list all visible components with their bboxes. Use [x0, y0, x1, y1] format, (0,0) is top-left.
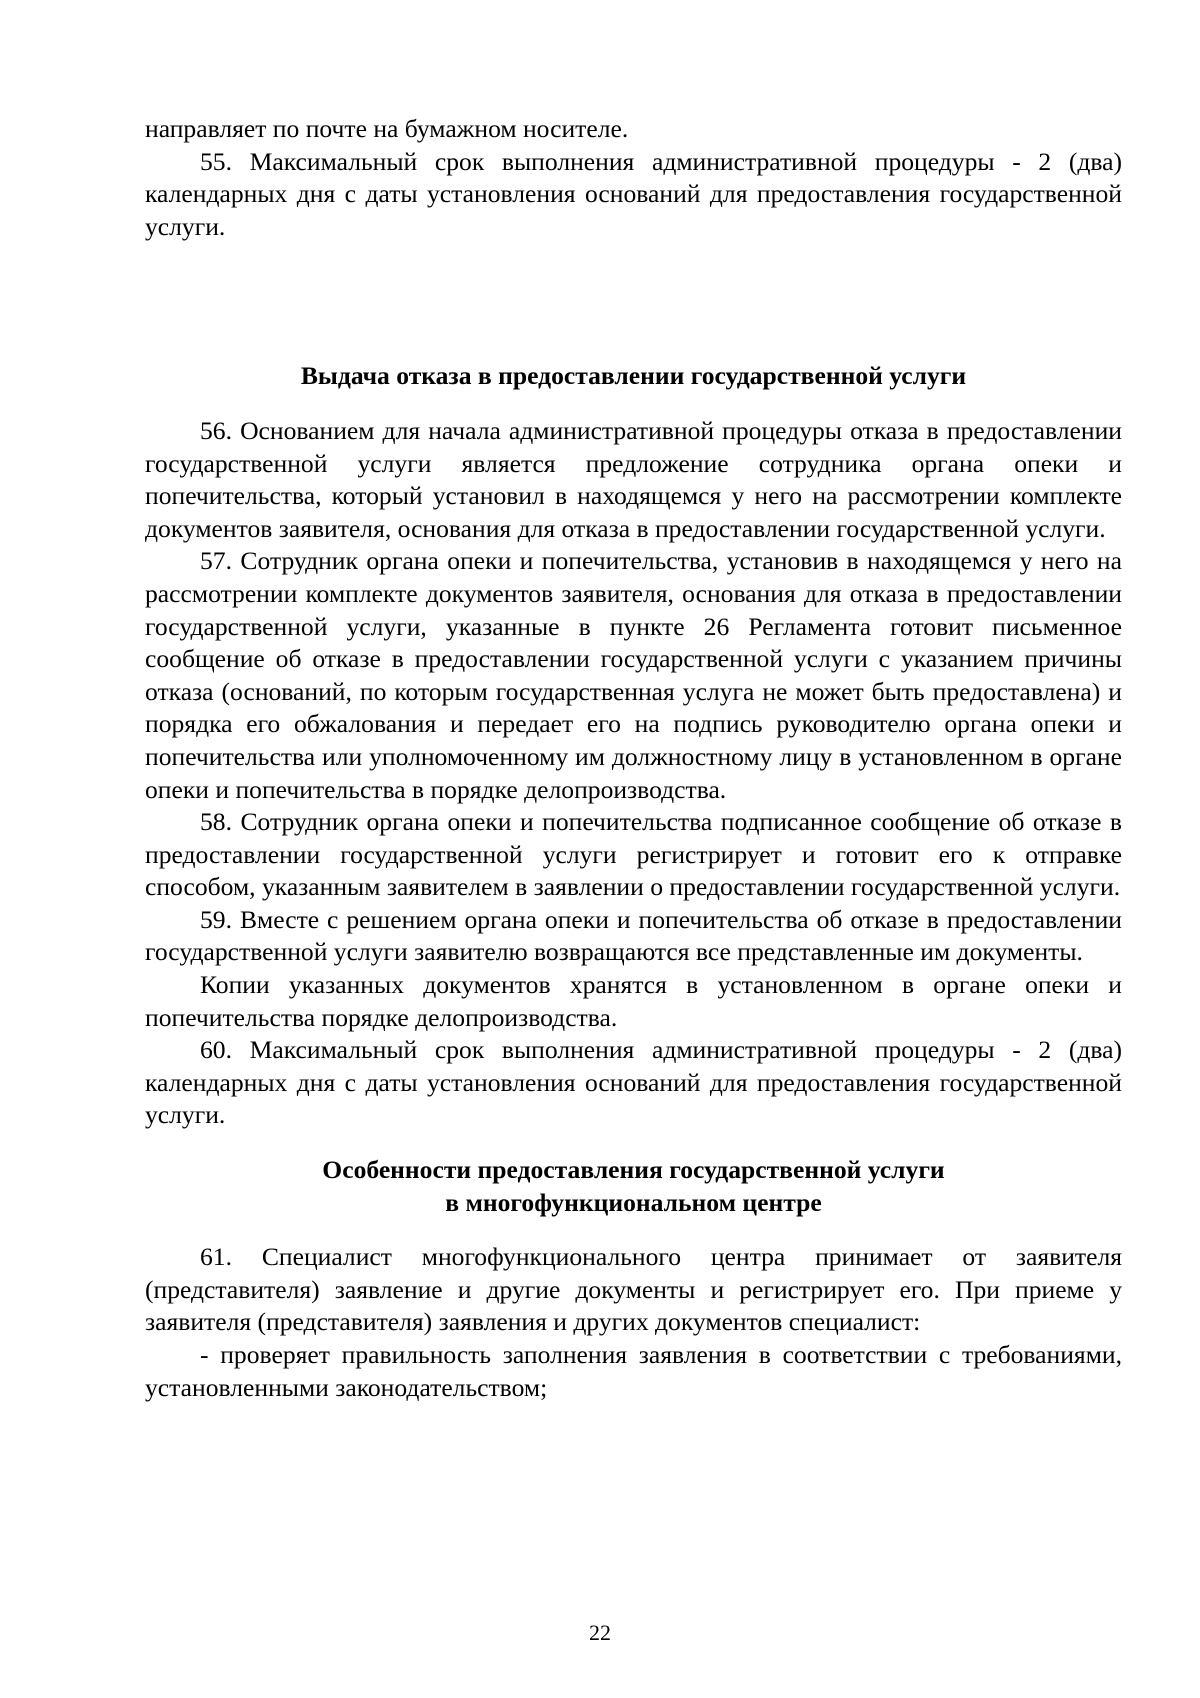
section-heading-refusal — [145, 360, 1122, 393]
paragraph-58: 58. Сотрудник органа опеки и попечительства подписанное сообщение об отказе в предоставлении государственной услуги регистрирует и готовит его к отправке способом, указанным заявителем в заявлении о предоставлении государственной услуги. — [145, 807, 1122, 902]
heading-line-2: в многофункциональном центре — [445, 1187, 822, 1217]
paragraph-continuation: направляет по почте на бумажном носителе. — [145, 114, 629, 143]
paragraph-copies: Копии указанных документов хранятся в установленном в органе опеки и попечительства порядке делопроизводства. — [145, 970, 1122, 1032]
list-item-check-application: - проверяет правильность заполнения заявления в соответствии с требованиями, установленными законодательством; — [145, 1340, 1122, 1402]
page-number: 22 — [589, 1620, 611, 1645]
heading-line-1: Особенности предоставления государственной услуги — [322, 1155, 945, 1185]
paragraph-59: 59. Вместе с решением органа опеки и попечительства об отказе в предоставлении государственной услуги заявителю возвращаются все представленные им документы. — [145, 904, 1122, 967]
paragraph-57: 57. Сотрудник органа опеки и попечительства, установив в находящемся у него на рассмотрении комплекте документов заявителя, основания для отказа в предоставлении государственной услуги, указанные в пункте 26 Регламента готовит письменное сообщение об отказе в предоставлении государственной услуги с указанием причины отказа (оснований, по которым государственная услуга не может быть предоставлена) и порядка его обжалования и передает его на подпись руководителю органа опеки и попечительства или уполномоченному им должностному лицу в установленном в органе опеки и попечительства в порядке делопроизводства. — [145, 546, 1122, 804]
section-heading-mfc — [145, 1154, 1122, 1219]
heading-line: Выдача отказа в предоставлении государственной услуги — [300, 361, 967, 391]
paragraph-61: 61. Специалист многофункционального центра принимает от заявителя (представителя) заявление и другие документы и регистрирует его. При приеме у заявителя (представителя) заявления и других документов специалист: — [145, 1242, 1122, 1337]
paragraph-55: 55. Максимальный срок выполнения административной процедуры - 2 (два) календарных дня с даты установления оснований для предоставления государственной услуги. — [145, 146, 1122, 241]
document-body — [145, 113, 1122, 1404]
paragraph-60: 60. Максимальный срок выполнения административной процедуры - 2 (два) календарных дня с даты установления оснований для предоставления государственной услуги. — [145, 1035, 1122, 1130]
paragraph-56: 56. Основанием для начала административной процедуры отказа в предоставлении государственной услуги является предложение сотрудника органа опеки и попечительства, который установил в находящемся у него на рассмотрении комплекте документов заявителя, основания для отказа в предоставлении государственной услуги. — [145, 415, 1122, 543]
